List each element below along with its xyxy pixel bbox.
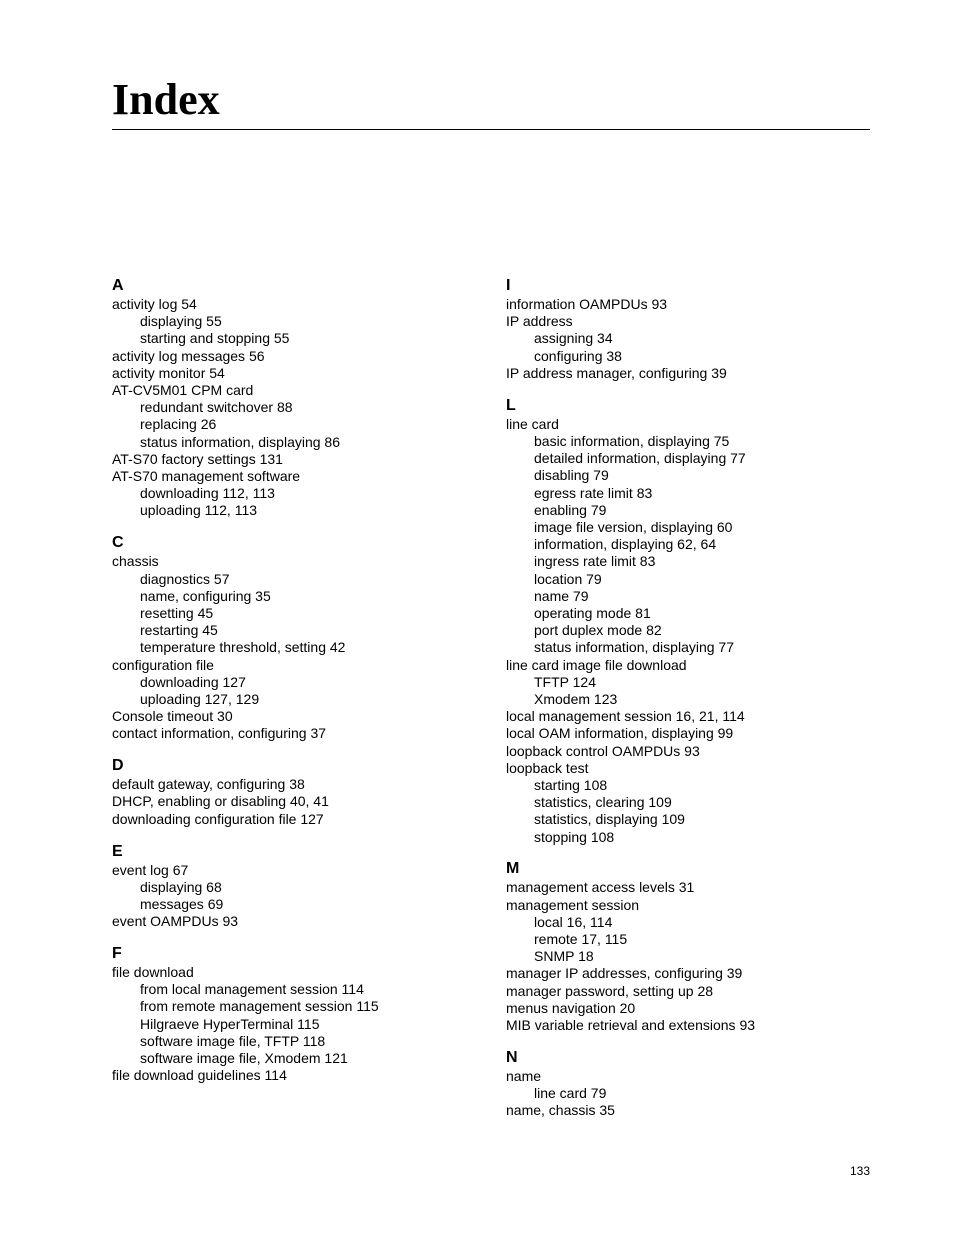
title-divider xyxy=(112,129,870,130)
section-letter: N xyxy=(506,1048,518,1066)
index-subentry: basic information, displaying 75 xyxy=(534,432,730,449)
index-subentry: disabling 79 xyxy=(534,467,609,484)
index-subentry: messages 69 xyxy=(140,895,224,912)
index-entry: local OAM information, displaying 99 xyxy=(506,725,734,742)
index-subentry: remote 17, 115 xyxy=(534,931,628,948)
section-letter: C xyxy=(112,534,124,552)
index-entry: activity log messages 56 xyxy=(112,347,265,364)
index-entry: information OAMPDUs 93 xyxy=(506,296,668,312)
index-subentry: local 16, 114 xyxy=(534,913,613,930)
index-entry: loopback control OAMPDUs 93 xyxy=(506,742,700,759)
index-section-a xyxy=(112,276,482,520)
index-subentry: software image file, Xmodem 121 xyxy=(140,1050,348,1067)
index-entry: AT-S70 management software xyxy=(112,468,301,485)
index-entry: line card image file download xyxy=(506,656,687,673)
section-letter: A xyxy=(112,277,124,294)
index-subentry: assigning 34 xyxy=(534,330,613,347)
index-section-c xyxy=(112,533,482,742)
index-subentry: from local management session 114 xyxy=(140,981,364,998)
section-letter: L xyxy=(506,396,516,414)
index-subentry: resetting 45 xyxy=(140,604,214,621)
index-subentry: egress rate limit 83 xyxy=(534,484,653,501)
index-section-m xyxy=(506,859,870,1034)
index-subentry: uploading 127, 129 xyxy=(140,690,260,707)
index-subentry: statistics, clearing 109 xyxy=(534,794,672,811)
index-entry: activity monitor 54 xyxy=(112,364,225,381)
index-subentry: starting and stopping 55 xyxy=(140,330,290,347)
index-subentry: downloading 127 xyxy=(140,673,246,690)
index-section-n xyxy=(506,1048,870,1120)
index-entry: DHCP, enabling or disabling 40, 41 xyxy=(112,793,329,810)
index-entry: event log 67 xyxy=(112,861,189,878)
index-subentry: name 79 xyxy=(534,587,589,604)
index-column-right xyxy=(506,276,870,1133)
section-letter: F xyxy=(112,945,122,963)
index-entry: manager IP addresses, configuring 39 xyxy=(506,965,743,982)
index-entry: contact information, configuring 37 xyxy=(112,725,327,742)
index-subentry: displaying 68 xyxy=(140,878,222,895)
index-subentry: displaying 55 xyxy=(140,313,222,330)
index-subentry: port duplex mode 82 xyxy=(534,622,662,639)
index-entry: chassis xyxy=(112,553,159,570)
index-entry: file download xyxy=(112,964,194,981)
index-entry: configuration file xyxy=(112,656,214,673)
index-entry: AT-S70 factory settings 131 xyxy=(112,450,283,467)
index-subentry: Xmodem 123 xyxy=(534,690,618,707)
index-subentry: SNMP 18 xyxy=(534,948,594,965)
index-entry: event OAMPDUs 93 xyxy=(112,913,239,930)
index-entry: manager password, setting up 28 xyxy=(506,982,714,999)
index-subentry: downloading 112, 113 xyxy=(140,485,275,502)
index-entry: downloading configuration file 127 xyxy=(112,810,324,827)
index-subentry: name, configuring 35 xyxy=(140,587,271,604)
index-column-left xyxy=(112,276,482,1098)
index-entry: name xyxy=(506,1067,542,1084)
index-section-l xyxy=(506,396,870,846)
index-subentry: from remote management session 115 xyxy=(140,998,379,1015)
index-section-e xyxy=(112,842,482,931)
page-number: 133 xyxy=(849,1164,870,1178)
index-subentry: line card 79 xyxy=(534,1085,607,1102)
index-subentry: diagnostics 57 xyxy=(140,570,230,587)
index-subentry: software image file, TFTP 118 xyxy=(140,1032,326,1049)
index-entry: management access levels 31 xyxy=(506,879,695,896)
index-subentry: operating mode 81 xyxy=(534,604,651,621)
index-entry: default gateway, configuring 38 xyxy=(112,776,305,793)
section-letter: I xyxy=(506,277,511,294)
index-entry: AT-CV5M01 CPM card xyxy=(112,382,254,399)
index-subentry: enabling 79 xyxy=(534,501,607,518)
section-letter: D xyxy=(112,757,124,775)
index-subentry: uploading 112, 113 xyxy=(140,502,258,519)
section-letter: M xyxy=(506,860,520,878)
index-subentry: Hilgraeve HyperTerminal 115 xyxy=(140,1015,320,1032)
index-entry: file download guidelines 114 xyxy=(112,1067,287,1084)
index-entry: activity log 54 xyxy=(112,296,197,312)
index-section-i xyxy=(506,276,870,382)
index-subentry: redundant switchover 88 xyxy=(140,399,293,416)
index-subentry: replacing 26 xyxy=(140,416,217,433)
index-entry: IP address manager, configuring 39 xyxy=(506,364,727,381)
index-entry: local management session 16, 21, 114 xyxy=(506,708,745,725)
index-section-d xyxy=(112,756,482,828)
index-subentry: detailed information, displaying 77 xyxy=(534,450,746,467)
index-subentry: ingress rate limit 83 xyxy=(534,553,656,570)
section-letter: E xyxy=(112,842,123,860)
index-section-f xyxy=(112,944,482,1084)
index-entry: MIB variable retrieval and extensions 93 xyxy=(506,1017,756,1034)
index-entry: loopback test xyxy=(506,759,589,776)
index-entry: management session xyxy=(506,896,640,913)
index-subentry: starting 108 xyxy=(534,776,608,793)
index-entry: menus navigation 20 xyxy=(506,999,636,1016)
index-subentry: configuring 38 xyxy=(534,347,622,364)
index-subentry: TFTP 124 xyxy=(534,673,596,690)
index-subentry: information, displaying 62, 64 xyxy=(534,536,717,553)
page-title: Index xyxy=(112,75,220,124)
index-subentry: restarting 45 xyxy=(140,622,218,639)
index-subentry: statistics, displaying 109 xyxy=(534,811,685,828)
index-subentry: status information, displaying 86 xyxy=(140,433,340,450)
index-subentry: status information, displaying 77 xyxy=(534,639,734,656)
index-subentry: temperature threshold, setting 42 xyxy=(140,639,346,656)
index-entry: name, chassis 35 xyxy=(506,1102,615,1119)
index-entry: line card xyxy=(506,415,559,432)
index-subentry: stopping 108 xyxy=(534,828,615,845)
index-entry: IP address xyxy=(506,313,573,330)
index-entry: Console timeout 30 xyxy=(112,708,233,725)
index-subentry: image file version, displaying 60 xyxy=(534,518,733,535)
index-subentry: location 79 xyxy=(534,570,602,587)
